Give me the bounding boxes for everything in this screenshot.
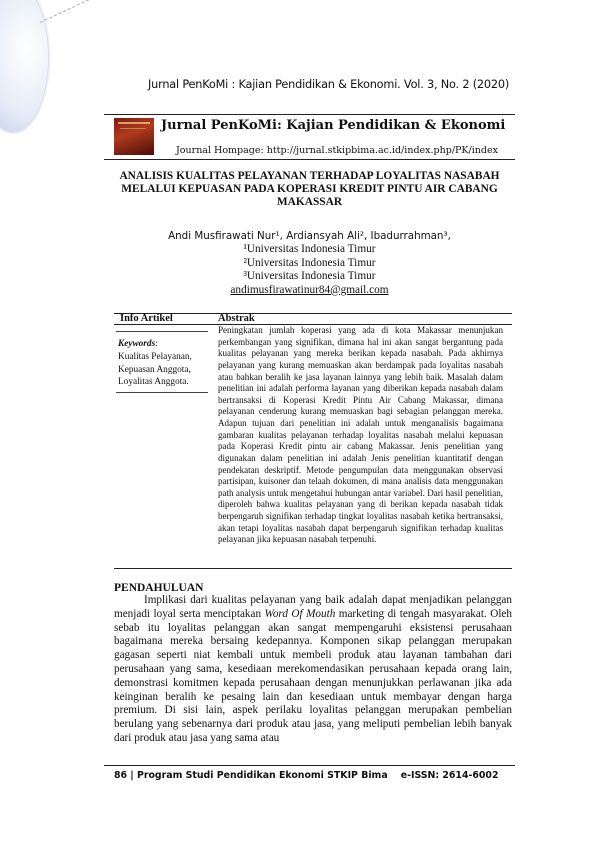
running-head: Jurnal PenKoMi : Kajian Pendidikan & Ekonomi. Vol. 3, No. 2 (2020) — [148, 78, 510, 91]
affiliation-3: ³Universitas Indonesia Timur — [243, 270, 376, 283]
keywords-rule-top — [116, 331, 208, 332]
abstract-text: Peningkatan jumlah koperasi yang ada di kota Makassar menunjukan perkembangan yang signifikan, dimana hal ini akan sangat bergantung pada kualitas pelayanan yang mereka berikan kepada nasabah. Pada akhirnya pelayanan yang kurang memuaskan akan berdampak pada loyalitas nasabah atau bahkan beralih ke jasa layanan lainnya yang lebih baik. Masalah dalam penelitian ini adalah performa layanan yang diberikan kepada nasabah dalam bertransaksi di Koperasi Kredit Pintu Air Cabang Makassar, dimana pelayanan cenderung kurang memuaskan bagi sebagian pelanggan mereka. Adapun tujuan dari penelitian ini adalah untuk menganalisis bagaimana gambaran kualitas pelayanan terhadap loyalitas nasabah melalui kepuasan pada Koperasi Kredit pintu air cabang Makassar. Jenis penelitian yang digunakan dalam penelitian ini adalah Jenis penelitian kuantitatif dengan pendekatan deskriptif. Metode pengumpulan data menggunakan observasi partisipan, kuisoner dan telaah dokumen, di mana analisis data menggunakan path analysis untuk mengetahui hubungan antar variabel. Dari hasil penelitian, diperoleh bahwa kualitas pelayanan yang di berikan kepada nasabah tidak berpengaruh signifikan terhadap tingkat loyalitas nasabah ketika bertransaksi, akan tetapi loyalitas nasabah dapat berpengaruh signifikan terhadap kualitas pelayanan jika kepuasan nasabah terpenuhi. — [218, 325, 503, 545]
keyword-item: Loyalitas Anggota. — [118, 377, 189, 388]
keywords-rule-bottom — [116, 392, 208, 393]
decorative-dashed-line — [40, 0, 190, 23]
author-email-link[interactable]: andimusfirawatinur84@gmail.com — [230, 283, 389, 296]
info-table-rule-top — [114, 313, 512, 314]
author-names: Andi Musfirawati Nur¹, Ardiansyah Ali², Ibadurrahman³, — [168, 230, 451, 242]
header-rule-bottom — [104, 159, 515, 160]
affiliation-1: ¹Universitas Indonesia Timur — [243, 243, 376, 256]
journal-title: Jurnal PenKoMi: Kajian Pendidikan & Ekonomi — [161, 118, 506, 133]
header-rule-top — [104, 114, 515, 115]
keywords-label: Keywords: — [118, 339, 158, 349]
body-paragraph: Implikasi dari kualitas pelayanan yang baik adalah dapat menjadikan pelanggan menjadi loyal serta menciptakan Word Of Mouth marketing di tengah masyarakat. Oleh sebab itu loyalitas pelanggan akan sangat mempengaruhi eksistensi perusahaan bagaimana mereka bersaing kedepannya. Komponen sikap pelanggan merupakan gagasan seperti niat kembali untuk membeli produk atau layanan tambahan dari perusahaan yang sama, kesediaan merekomendasikan perusahaan kepada orang lain, demonstrasi komitmen kepada perusahaan dengan menunjukkan perlawanan jika ada keinginan beralih ke pesaing lain dan kesediaan untuk membayar dengan harga premium. Di sisi lain, aspek perilaku loyalitas pelanggan merupakan pembelian berulang yang sebenarnya dari produk atau jasa, yang meliputi pembelian lebih banyak dari produk atau jasa yang sama atau — [114, 594, 512, 744]
journal-homepage: Journal Hompage: http://jurnal.stkipbima.ac.id/index.php/PK/index — [176, 145, 498, 156]
info-table-rule-bottom — [114, 568, 512, 569]
keyword-item: Kepuasan Anggota, — [118, 364, 191, 375]
page-footer: 86 | Program Studi Pendidikan Ekonomi STKIP Bima e-ISSN: 2614-6002 — [114, 770, 499, 781]
abstrak-heading: Abstrak — [218, 313, 255, 324]
footer-rule — [104, 765, 515, 766]
section-heading: PENDAHULUAN — [114, 582, 204, 594]
info-artikel-heading: Info Artikel — [120, 313, 173, 324]
affiliation-2: ²Universitas Indonesia Timur — [243, 256, 376, 269]
decorative-oval — [0, 0, 48, 132]
keyword-item: Kualitas Pelayanan, — [118, 352, 192, 362]
journal-cover-thumbnail — [114, 118, 154, 155]
author-block — [104, 230, 515, 297]
article-title: ANALISIS KUALITAS PELAYANAN TERHADAP LOYALITAS NASABAH MELALUI KEPUASAN PADA KOPERASI KREDIT PINTU AIR CABANG MAKASSAR — [119, 170, 500, 209]
keywords-list — [118, 351, 192, 389]
